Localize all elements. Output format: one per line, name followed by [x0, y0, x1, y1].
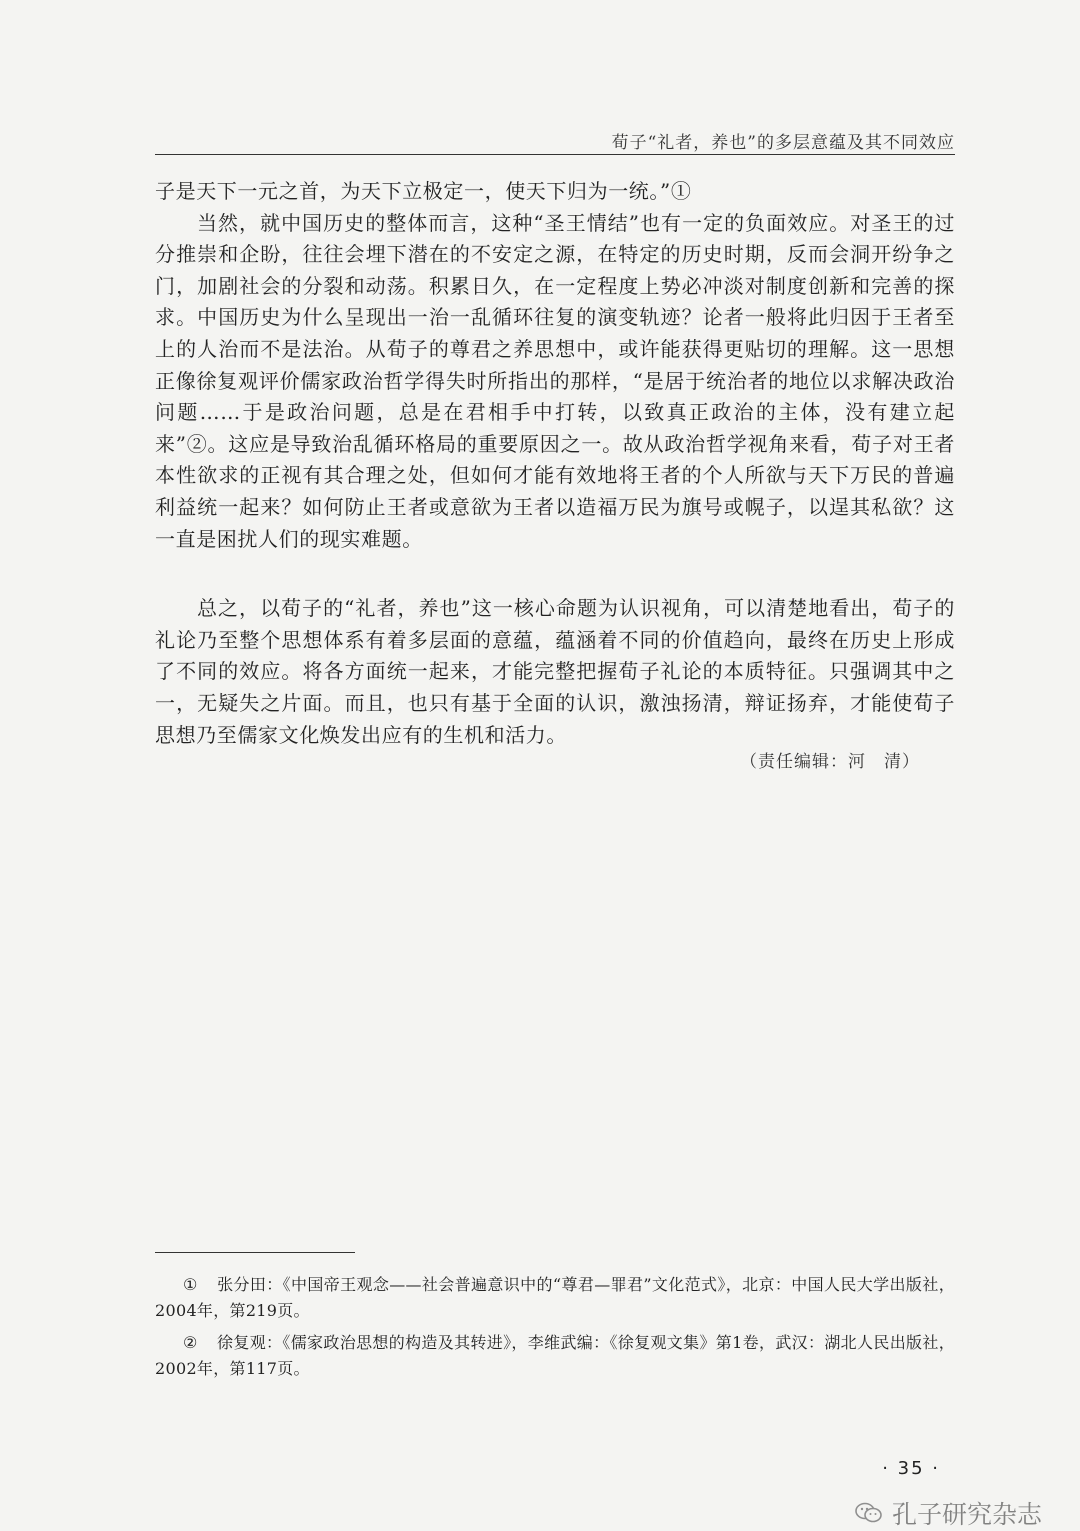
watermark [854, 1500, 1042, 1529]
page-number: · 35 · [882, 1458, 940, 1479]
footnote-divider [155, 1252, 355, 1253]
editor-note: （责任编辑：河 清） [740, 752, 920, 772]
footnote-text: 张分田：《中国帝王观念——社会普遍意识中的“尊君—罪君”文化范式》，北京：中国人民大学出版社，2004年，第219页。 [155, 1275, 955, 1320]
paragraph-conclusion: 总之，以荀子的“礼者，养也”这一核心命题为认识视角，可以清楚地看出，荀子的礼论乃至整个思想体系有着多层面的意蕴，蕴涵着不同的价值趋向，最终在历史上形成了不同的效应。将各方面统一起来，才能完整把握荀子礼论的本质特征。只强调其中之一，无疑失之片面。而且，也只有基于全面的认识，激浊扬清，辩证扬弃，才能使荀子思想乃至儒家文化焕发出应有的生机和活力。 [155, 596, 955, 747]
wechat-icon [854, 1501, 884, 1525]
watermark-text: 孔子研究杂志 [891, 1500, 1042, 1529]
footnotes [155, 1272, 955, 1388]
footnote [155, 1330, 955, 1382]
footnote [155, 1272, 955, 1324]
footnote-mark: ① [183, 1275, 198, 1294]
running-header: 荀子“礼者，养也”的多层意蕴及其不同效应 [155, 128, 955, 155]
body-text [155, 176, 955, 751]
paragraph-gap [155, 555, 955, 593]
paragraph-continuation: 子是天下一元之首，为天下立极定一，使天下归为一统。”① [155, 179, 692, 203]
footnote-text: 徐复观：《儒家政治思想的构造及其转进》，李维武编：《徐复观文集》第1卷，武汉：湖北人民出版社，2002年，第117页。 [155, 1333, 955, 1378]
paragraph: 当然，就中国历史的整体而言，这种“圣王情结”也有一定的负面效应。对圣王的过分推崇和企盼，往往会埋下潜在的不安定之源，在特定的历史时期，反而会洞开纷争之门，加剧社会的分裂和动荡。积累日久，在一定程度上势必冲淡对制度创新和完善的探求。中国历史为什么呈现出一治一乱循环往复的演变轨迹？论者一般将此归因于王者至上的人治而不是法治。从荀子的尊君之养思想中，或许能获得更贴切的理解。这一思想正像徐复观评价儒家政治哲学得失时所指出的那样，“是居于统治者的地位以求解决政治问题……于是政治问题，总是在君相手中打转，以致真正政治的主体，没有建立起来”②。这应是导致治乱循环格局的重要原因之一。故从政治哲学视角来看，荀子对王者本性欲求的正视有其合理之处，但如何才能有效地将王者的个人所欲与天下万民的普遍利益统一起来？如何防止王者或意欲为王者以造福万民为旗号或幌子，以逞其私欲？这一直是困扰人们的现实难题。 [155, 210, 955, 551]
footnote-mark: ② [183, 1333, 198, 1352]
